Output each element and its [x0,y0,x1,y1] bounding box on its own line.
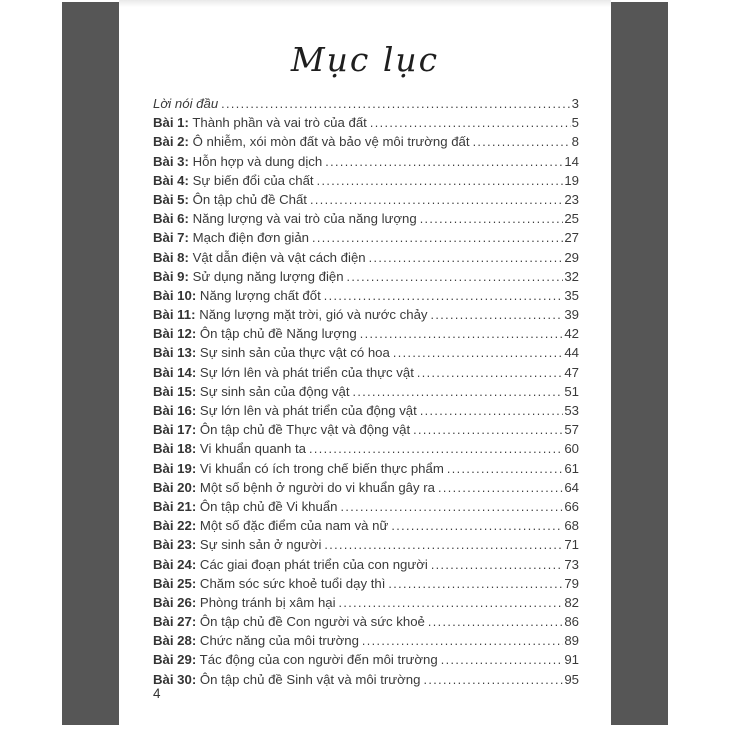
toc-entry-label: Bài 28: Chức năng của môi trường [153,633,359,649]
toc-entry-prefix: Bài 12: [153,326,197,342]
toc-entry-page: 32 [564,268,579,284]
toc-entry [153,650,579,669]
toc-entry-label: Bài 30: Ôn tập chủ đề Sinh vật và môi trường [153,671,421,687]
toc-entry-prefix: Bài 20: [153,479,197,495]
dotted-leader [417,363,563,383]
toc-entry-label: Bài 2: Ô nhiễm, xói mòn đất và bảo vệ môi trường đất [153,134,470,150]
toc-entry-prefix: Bài 10: [153,287,197,303]
dotted-leader [317,171,564,191]
toc-entry [153,459,579,478]
toc-entry [153,132,579,151]
toc-entry [153,324,579,343]
toc-entry-label: Bài 9: Sử dụng năng lượng điện [153,268,344,284]
toc-entry [153,113,579,132]
toc-entry-label: Bài 3: Hỗn hợp và dung dịch [153,153,323,169]
toc-entry-page: 71 [564,537,579,553]
toc-entry-prefix: Bài 21: [153,498,197,514]
toc-entry-page: 61 [564,460,579,476]
toc-entry-prefix: Bài 28: [153,633,197,649]
dotted-leader [324,286,564,306]
toc-entry-label: Bài 23: Sự sinh sản ở người [153,537,322,553]
dotted-leader [370,113,571,133]
toc-entry-prefix: Bài 14: [153,364,197,380]
toc-entry [153,228,579,247]
toc-entry [153,670,579,689]
toc-entry-prefix: Bài 13: [153,345,197,361]
toc-entry-prefix: Bài 17: [153,422,197,438]
toc-entry-page: 29 [564,249,579,265]
toc-entry-page: 86 [564,614,579,630]
toc-entry-prefix: Bài 24: [153,556,197,572]
dotted-leader [369,248,564,268]
dotted-leader [310,190,563,210]
toc-entry-label: Bài 11: Năng lượng mặt trời, gió và nước chảy [153,307,428,323]
page-title: Mục lục [290,40,440,79]
toc-entry-page: 5 [571,115,579,131]
toc-entry [153,497,579,516]
toc-entry [153,248,579,267]
toc-entry-label: Bài 29: Tác động của con người đến môi trường [153,652,438,668]
toc-entry-prefix: Bài 2: [153,134,189,150]
toc-entry-label: Bài 25: Chăm sóc sức khoẻ tuổi dạy thì [153,575,386,591]
toc-entry [153,478,579,497]
dotted-leader [360,324,564,344]
toc-entry [153,631,579,650]
dotted-leader [391,516,563,536]
toc-entry-label: Bài 7: Mạch điện đơn giản [153,230,310,246]
toc-entry-label: Bài 14: Sự lớn lên và phát triển của thực vật [153,364,414,380]
toc-entry-page: 64 [564,479,579,495]
toc-entry-label: Bài 20: Một số bệnh ở người do vi khuẩn gây ra [153,479,435,495]
toc-entry-page: 73 [564,556,579,572]
toc-entry [153,286,579,305]
toc-entry-label: Bài 17: Ôn tập chủ đề Thực vật và động vật [153,422,411,438]
dotted-leader [447,459,564,479]
dotted-leader [388,574,563,594]
dotted-leader [309,439,563,459]
toc-entry-page: 19 [564,172,579,188]
toc-entry-label: Bài 10: Năng lượng chất đốt [153,287,321,303]
toc-entry-prefix: Bài 7: [153,230,189,246]
dotted-leader [393,343,563,363]
toc-entry [153,439,579,458]
toc-entry-page: 53 [564,403,579,418]
toc-entry-label: Bài 5: Ôn tập chủ đề Chất [153,191,307,207]
toc-entry-label: Bài 24: Các giai đoạn phát triển của con người [153,556,428,572]
toc-entry-prefix: Bài 5: [153,191,189,207]
toc-entry-label: Bài 1: Thành phần và vai trò của đất [153,115,367,131]
dotted-leader [423,670,563,690]
toc-entry-prefix: Bài 16: [153,403,197,418]
toc-entry-page: 42 [564,326,579,342]
dotted-leader [362,631,563,651]
dotted-leader [312,228,563,248]
toc-entry-label: Bài 13: Sự sinh sản của thực vật có hoa [153,345,390,361]
book-page [119,0,611,725]
toc-entry-prefix: Bài 25: [153,575,197,591]
toc-entry-prefix: Bài 22: [153,518,197,534]
toc-list [153,94,579,689]
toc-entry-page: 23 [564,191,579,207]
toc-entry-label: Bài 19: Vi khuẩn có ích trong chế biến thực phẩm [153,460,444,476]
toc-entry [153,593,579,612]
toc-entry [153,574,579,593]
toc-entry-page: 79 [564,575,579,591]
toc-entry [153,516,579,535]
toc-entry-page: 27 [564,230,579,246]
dotted-leader [431,305,564,325]
toc-entry [153,343,579,362]
toc-entry-page: 8 [571,134,579,150]
book-cover-edge-right [611,2,668,725]
toc-entry-label: Bài 4: Sự biến đổi của chất [153,172,314,188]
toc-entry-page: 47 [564,364,579,380]
dotted-leader [413,420,563,440]
dotted-leader [438,478,563,498]
toc-entry-label: Bài 27: Ôn tập chủ đề Con người và sức khoẻ [153,614,425,630]
toc-entry [153,94,579,113]
dotted-leader [221,94,570,114]
page-number: 4 [153,686,161,701]
toc-entry-page: 3 [571,96,579,111]
toc-entry-page: 44 [564,345,579,361]
toc-entry-prefix: Bài 4: [153,172,189,188]
toc-entry-page: 51 [564,383,579,399]
toc-entry-page: 82 [564,594,579,610]
toc-entry-label: Bài 6: Năng lượng và vai trò của năng lượng [153,211,417,227]
dotted-leader [324,535,563,555]
toc-entry-label: Bài 16: Sự lớn lên và phát triển của động vật [153,403,417,418]
dotted-leader [428,612,563,632]
toc-entry-prefix: Bài 1: [153,115,189,131]
toc-entry-page: 35 [564,287,579,303]
toc-entry [153,382,579,401]
dotted-leader [353,382,564,402]
toc-entry-prefix: Bài 15: [153,383,197,399]
toc-entry [153,535,579,554]
toc-entry [153,209,579,228]
toc-entry [153,171,579,190]
toc-entry-page: 91 [564,652,579,668]
book-cover-edge-left [62,2,119,725]
toc-entry [153,401,579,420]
toc-entry-page: 25 [564,211,579,227]
toc-entry-page: 14 [564,153,579,169]
toc-entry-label: Bài 18: Vi khuẩn quanh ta [153,441,306,457]
toc-entry-prefix: Bài 18: [153,441,197,457]
toc-entry-prefix: Bài 19: [153,460,197,476]
dotted-leader [325,152,563,172]
toc-entry-label: Bài 26: Phòng tránh bị xâm hại [153,594,336,610]
toc-entry [153,420,579,439]
toc-entry-prefix: Bài 3: [153,153,189,169]
dotted-leader [473,132,571,152]
toc-entry-page: 57 [564,422,579,438]
toc-entry [153,612,579,631]
toc-entry-label: Bài 21: Ôn tập chủ đề Vi khuẩn [153,498,338,514]
toc-entry-label: Bài 8: Vật dẫn điện và vật cách điện [153,249,366,265]
toc-entry-prefix: Bài 30: [153,671,197,687]
toc-entry-prefix: Bài 11: [153,307,196,323]
dotted-leader [420,401,564,421]
toc-entry-label: Bài 12: Ôn tập chủ đề Năng lượng [153,326,357,342]
toc-entry-page: 66 [564,498,579,514]
toc-entry [153,267,579,286]
toc-entry-label: Bài 22: Một số đặc điểm của nam và nữ [153,518,389,534]
toc-entry-prefix: Bài 6: [153,211,189,227]
toc-entry-page: 60 [564,441,579,457]
dotted-leader [339,593,564,613]
toc-entry-prefix: Bài 27: [153,614,197,630]
toc-entry-page: 68 [564,518,579,534]
toc-entry-prefix: Bài 29: [153,652,197,668]
toc-entry-page: 39 [564,307,579,323]
toc-entry-page: 95 [564,671,579,687]
dotted-leader [431,555,564,575]
toc-entry-prefix: Bài 9: [153,268,189,284]
dotted-leader [341,497,564,517]
toc-entry-label: Bài 15: Sự sinh sản của động vật [153,383,350,399]
toc-entry [153,190,579,209]
toc-entry [153,363,579,382]
dotted-leader [441,650,564,670]
dotted-leader [347,267,564,287]
toc-entry [153,555,579,574]
toc-entry-prefix: Bài 26: [153,594,197,610]
toc-entry-prefix: Bài 8: [153,249,189,265]
toc-entry [153,152,579,171]
dotted-leader [420,209,564,229]
toc-entry-page: 89 [564,633,579,649]
toc-entry-prefix: Bài 23: [153,537,197,553]
toc-entry [153,305,579,324]
toc-entry-label: Lời nói đầu [153,96,219,111]
